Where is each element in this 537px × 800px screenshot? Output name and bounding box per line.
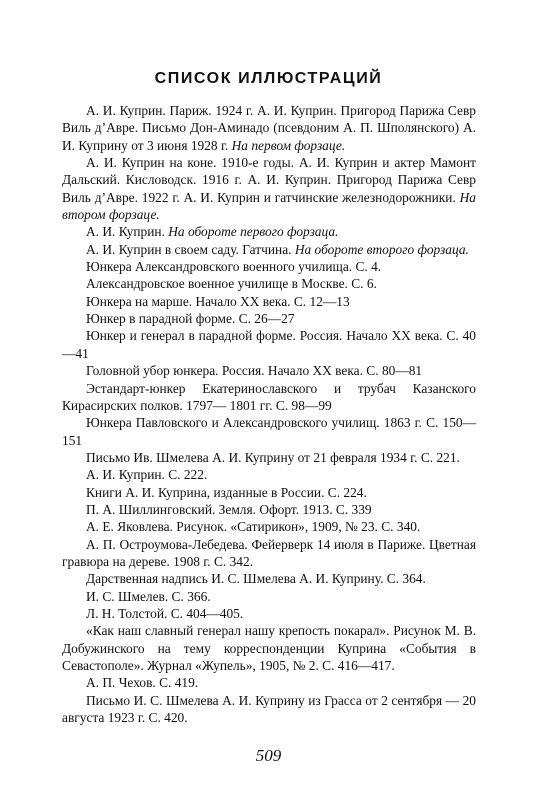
list-item [62, 501, 476, 518]
list-item [62, 622, 476, 674]
list-item [62, 380, 476, 415]
entry-text: Эстандарт-юнкер Екатеринославского и трубач Казанского Кирасирских полков. 1797— 1801 гг. С. 98—99 [62, 380, 476, 413]
list-item [62, 293, 476, 310]
entry-location-note: На первом форзаце. [231, 137, 346, 153]
entry-text: А. И. Куприн. Париж. 1924 г. А. И. Куприн. Пригород Парижа Севр Виль д’Авре. Письмо Дон-Аминадо (псевдоним А. П. Шполянского) А. И. Куприну от 3 июня 1928 г. [62, 103, 476, 153]
list-item [62, 605, 476, 622]
list-item [62, 223, 476, 240]
list-item [62, 692, 476, 727]
entry-location-note: На обороте первого форзаца. [168, 224, 339, 240]
entry-text: Юнкера на марше. Начало XX века. С. 12—13 [86, 293, 350, 309]
list-item [62, 449, 476, 466]
entry-text: А. Е. Яковлева. Рисунок. «Сатирикон», 1909, № 23. С. 340. [86, 519, 421, 535]
entry-text: Л. Н. Толстой. С. 404—405. [86, 605, 244, 621]
entry-text: Александровское военное училище в Москве. С. 6. [86, 276, 377, 292]
list-item [62, 484, 476, 501]
entry-location-note: На обороте второго форзаца. [294, 241, 469, 257]
list-item [62, 310, 476, 327]
list-item [62, 588, 476, 605]
entry-text: П. А. Шиллинговский. Земля. Офорт. 1913. С. 339 [86, 501, 372, 517]
page-title: СПИСОК ИЛЛЮСТРАЦИЙ [154, 70, 383, 87]
entry-text: Письмо Ив. Шмелева А. И. Куприну от 21 февраля 1934 г. С. 221. [86, 449, 460, 465]
entry-text: А. П. Остроумова-Лебедева. Фейерверк 14 июля в Париже. Цветная гравюра на дереве. 1908 г. С. 342. [62, 536, 476, 569]
list-item [62, 414, 476, 449]
list-item [62, 327, 476, 362]
page-number: 509 [255, 746, 282, 765]
list-item [62, 275, 476, 292]
list-item [62, 536, 476, 571]
entry-location-note: На втором форзаце. [62, 189, 476, 223]
entry-text: Юнкера Павловского и Александровского училищ. 1863 г. С. 150—151 [62, 415, 476, 448]
list-item [62, 466, 476, 483]
entry-text: А. И. Куприн на коне. 1910-е годы. А. И. Куприн и актер Мамонт Дальский. Кисловодск. 1916 г. А. И. Куприн. Пригород Парижа Севр Виль д’Авре. 1922 г. А. И. Куприн и гатчинские железнодорожники. [62, 155, 476, 205]
entry-text: Юнкер в парадной форме. С. 26—27 [86, 311, 295, 327]
list-item [62, 518, 476, 535]
entry-text: Головной убор юнкера. Россия. Начало XX века. С. 80—81 [86, 363, 423, 379]
list-item [62, 570, 476, 587]
entry-text: А. И. Куприн в своем саду. Гатчина. [86, 241, 295, 257]
list-item [62, 154, 476, 223]
list-item [62, 102, 476, 154]
entry-text: «Как наш славный генерал нашу крепость покарал». Рисунок М. В. Добужинского на тему корреспонденции Куприна «События в Севастополе». Журнал «Жупель», 1905, № 2. С. 416—417. [62, 623, 476, 673]
illustration-list [62, 102, 476, 726]
entry-text: А. П. Чехов. С. 419. [86, 675, 199, 691]
entry-text: Юнкера Александровского военного училища. С. 4. [86, 259, 382, 275]
entry-text: Письмо И. С. Шмелева А. И. Куприну из Грасса от 2 сентября — 20 августа 1923 г. С. 420. [62, 692, 476, 726]
entry-text: А. И. Куприн. [86, 224, 169, 240]
entry-text: А. И. Куприн. С. 222. [86, 467, 208, 483]
entry-text: Книги А. И. Куприна, изданные в России. С. 224. [86, 484, 367, 500]
list-item [62, 362, 476, 379]
list-item [62, 258, 476, 275]
entry-text: И. С. Шмелев. С. 366. [86, 588, 211, 604]
entry-text: Дарственная надпись И. С. Шмелева А. И. Куприну. С. 364. [86, 571, 426, 587]
list-item [62, 674, 476, 691]
list-item [62, 241, 476, 258]
entry-text: Юнкер и генерал в парадной форме. Россия. Начало XX века. С. 40—41 [62, 328, 476, 361]
